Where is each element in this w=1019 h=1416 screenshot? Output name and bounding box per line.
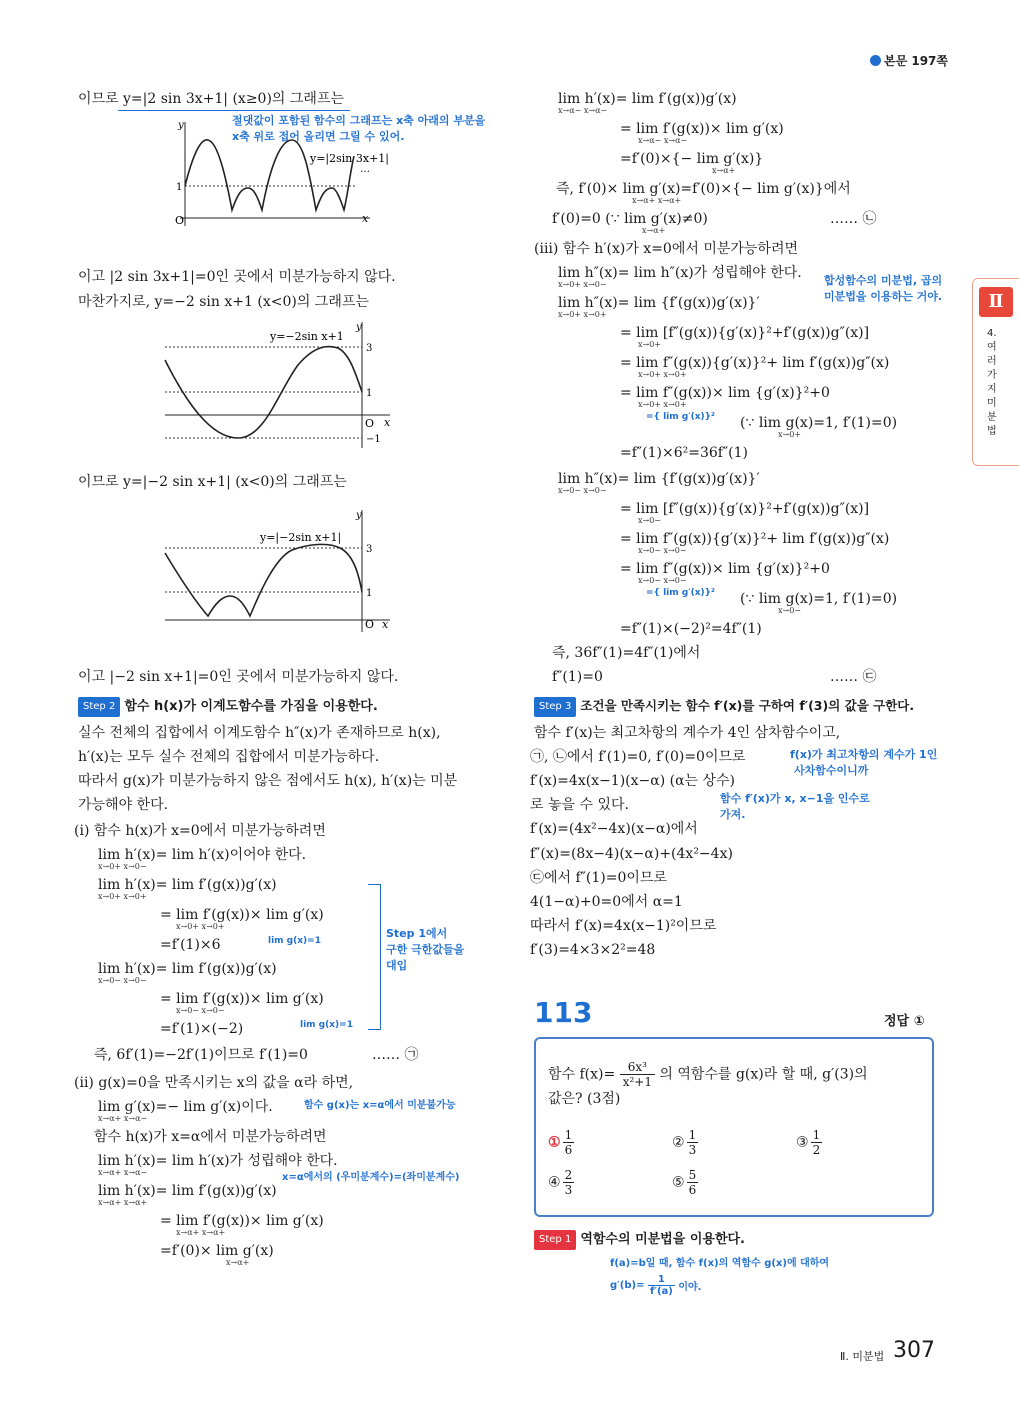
math-line: 따라서 f′(x)=4x(x−1)²이므로 [530,918,717,934]
math-line: = lim f′(g(x))× lim g′(x) [160,991,324,1007]
math-line: lim h″(x)= lim {f′(g(x))g′(x)}′ [558,295,760,311]
curve-label: y=|2sin 3x+1| [310,152,390,165]
annotation: ={ lim g′(x)}² [646,588,715,598]
math-line: = lim f″(g(x))× lim {g′(x)}²+0 [620,385,830,401]
fraction: $\frac{1}{f'(a)}$ [649,1274,673,1297]
numerator: 5 [688,1168,697,1182]
graph-abs-2sin3x [160,118,390,228]
math-line: lim h′(x)= lim h′(x)이어야 한다. [98,847,307,863]
step1-badge: Step 1 [534,1230,576,1250]
limit-subscript: x→α− x→α− [558,106,608,115]
math-line: = lim f′(g(x))× lim g′(x) [160,1213,324,1229]
underline [118,110,350,111]
text-line: 실수 전체의 집합에서 이계도함수 h″(x)가 존재하므로 h(x), [78,725,441,741]
limit-subscript: x→0− x→0− [638,576,687,585]
equation-marker: …… ㉢ [830,669,877,685]
step2-heading: Step 2 함수 h(x)가 이계도함수를 가짐을 이용한다. [78,697,378,717]
text-line: h′(x)는 모두 실수 전체의 집합에서 미분가능하다. [78,749,380,765]
limit-subscript: x→0+ [638,340,662,349]
math-line: =f″(1)×6²=36f″(1) [620,445,749,461]
numerator: 1 [812,1128,821,1142]
text-line: 함수 f′(x)는 최고차항의 계수가 4인 삼차함수이고, [534,725,841,741]
problem-number: 113 [534,996,593,1029]
math-line: =f′(1)×(−2) [160,1021,244,1037]
choice-5[interactable] [672,1168,698,1197]
annotation: g′(b)= $\frac{1}{f'(a)}$ 이야. [610,1274,702,1297]
bracket [368,884,381,1030]
math-line: f″(x)=(8x−4)(x−α)+(4x²−4x) [530,846,733,862]
limit-subscript: x→0+ x→0+ [638,370,687,379]
math-line: 즉, 36f″(1)=4f″(1)에서 [552,645,701,661]
denominator: 2 [812,1143,821,1157]
text-line: 로 놓을 수 있다. [530,797,629,813]
math-line: f″(1)=0 [552,669,603,685]
choice-2[interactable] [672,1128,698,1157]
limit-subscript: x→0+ x→0+ [98,892,147,901]
annotation: f(a)=b일 때, 함수 f(x)의 역함수 g(x)에 대하여 [610,1258,830,1269]
text-line: 마찬가지로, y=−2 sin x+1 (x<0)의 그래프는 [78,294,369,310]
limit-subscript: x→0+ x→0+ [176,922,225,931]
step3-badge: Step 3 [534,697,576,717]
math-line: = lim f″(g(x)){g′(x)}²+ lim f′(g(x))g″(x) [620,531,890,547]
text-line: 이므로 y=|−2 sin x+1| (x<0)의 그래프는 [78,474,347,490]
math-line: f′(x)=4x(x−1)(x−α) (α는 상수) [530,773,736,789]
axis-x-label: x [382,618,389,631]
question-line: 값은? (3점) [548,1091,621,1107]
tick-minus-1: −1 [366,434,381,445]
tick-1: 1 [366,388,373,399]
math-line: f′(0)=0 (∵ lim g′(x)≠0) [552,211,708,227]
axis-x-label: x [362,212,369,225]
annotation: 가져. [720,808,746,821]
text-line: ㉠, ㉡에서 f′(1)=0, f′(0)=0이므로 [530,749,746,765]
side-tab-roman: Ⅱ [979,287,1013,317]
tick-3: 3 [366,343,373,354]
math-line: = lim f″(g(x)){g′(x)}²+ lim f′(g(x))g″(x) [620,355,890,371]
choice-4[interactable] [548,1168,574,1197]
origin-label: O [365,417,375,430]
step2-badge: Step 2 [78,697,120,717]
denominator: 6 [564,1143,573,1157]
limit-subscript: x→0+ x→0+ [558,310,607,319]
curve-dots: … [360,164,370,175]
math-line: = lim [f″(g(x)){g′(x)}²+f′(g(x))g″(x)] [620,325,870,341]
math-line: ㉢에서 f″(1)=0이므로 [530,870,667,886]
curve-label: y=−2sin x+1 [270,330,344,343]
text-line: 가능해야 한다. [78,797,169,813]
fraction: $\frac{\text{6x³}}{\text{x²+1}}$ [620,1060,655,1089]
annotation: x=α에서의 (우미분계수)=(좌미분계수) [282,1172,460,1183]
math-line: lim h′(x)= lim f′(g(x))g′(x) [98,877,277,893]
math-line: 즉, 6f′(1)=−2f′(1)이므로 f′(1)=0 [94,1047,308,1063]
limit-subscript: x→α+ [642,226,666,235]
denominator: 6 [688,1183,697,1197]
limit-subscript: x→0− [778,606,802,615]
math-line: =f′(1)×6 [160,937,221,953]
axis-y-label: y [356,322,362,333]
bracket-note: Step 1에서 구한 극한값들을 대입 [386,927,465,972]
equation-marker: …… ㉡ [830,211,877,227]
math-line: lim h″(x)= lim h″(x)가 성립해야 한다. [558,265,802,281]
limit-subscript: x→0− x→0− [176,1006,225,1015]
axis-y-label: y [178,120,184,131]
annotation: 함수 f′(x)가 x, x−1을 인수로 [720,792,870,805]
limit-subscript: x→α+ x→α+ [176,1228,226,1237]
math-line: = lim [f″(g(x)){g′(x)}²+f′(g(x))g″(x)] [620,501,870,517]
denominator: 3 [688,1143,697,1157]
circle-arrow-icon [870,55,881,66]
limit-subscript: x→0− [638,516,662,525]
limit-subscript: x→0+ x→0− [98,862,147,871]
annotation: lim g(x)=1 [268,936,321,946]
limit-subscript: x→α+ [226,1258,250,1267]
math-line: 4(1−α)+0=0에서 α=1 [530,894,683,910]
curve-label: y=|−2sin x+1| [260,531,342,544]
choice-fraction [811,1128,823,1157]
limit-subscript: x→α+ x→α+ [632,196,682,205]
denominator: 3 [564,1183,573,1197]
math-line: = lim f′(g(x))× lim g′(x) [620,121,784,137]
choice-1[interactable] [548,1128,574,1157]
tick-3: 3 [366,544,373,555]
limit-subscript: x→α+ x→α+ [98,1198,148,1207]
graph-minus2sinx [160,320,400,450]
math-line: lim h′(x)= lim f′(g(x))g′(x) [558,91,737,107]
math-line: 즉, f′(0)× lim g′(x)=f′(0)×{− lim g′(x)}에서 [556,181,851,197]
annotation: f(x)가 최고차항의 계수가 1인 [790,748,938,761]
limit-subscript: x→α+ x→α− [98,1114,148,1123]
choice-fraction [563,1168,575,1197]
choice-mark: ⑤ [672,1174,685,1191]
axis-x-label: x [384,416,391,429]
side-tab [972,278,1019,466]
side-tab-chapter: 4. 여러 가지 미분법 [987,328,997,437]
text-line: 이므로 y=|2 sin 3x+1| (x≥0)의 그래프는 [78,91,344,107]
annotation: x축 위로 접어 올리면 그릴 수 있어. [232,130,405,143]
annotation: 합성함수의 미분법, 곱의 [824,274,943,287]
limit-subscript: x→0+ x→0+ [638,400,687,409]
math-line: f′(x)=(4x²−4x)(x−α)에서 [530,821,698,837]
graph-abs-minus2sinx [160,508,400,633]
choice-fraction [687,1168,699,1197]
annotation: 절댓값이 포함된 함수의 그래프는 x축 아래의 부분을 [232,114,486,127]
math-line: = lim f″(g(x))× lim {g′(x)}²+0 [620,561,830,577]
tick-1: 1 [176,182,183,193]
limit-subscript: x→0− x→0− [558,486,607,495]
math-line: lim h′(x)= lim f′(g(x))g′(x) [98,961,277,977]
math-line: lim h″(x)= lim {f′(g(x))g′(x)}′ [558,471,760,487]
page-number: 307 [893,1338,935,1363]
text-line: 따라서 g(x)가 미분가능하지 않은 점에서도 h(x), h′(x)는 미분 [78,773,458,789]
choice-mark: ② [672,1134,685,1151]
choice-mark: ③ [796,1134,809,1151]
footer-section: Ⅱ. 미분법 [840,1350,885,1363]
case-ii-heading: (ⅱ) g(x)=0을 만족시키는 x의 값을 α라 하면, [74,1075,354,1091]
numerator: 1 [564,1128,573,1142]
question-line: 함수 f(x)= $\frac{\text{6x³}}{\text{x²+1}}$ 의 역함수를 g(x)라 할 때, g′(3)의 [548,1060,868,1089]
choice-mark: ④ [548,1174,561,1191]
limit-subscript: x→0+ [778,430,802,439]
annotation: lim g(x)=1 [300,1020,353,1030]
text-line: 함수 h(x)가 x=α에서 미분가능하려면 [94,1129,327,1145]
choice-mark: ① [548,1134,561,1151]
math-line: f′(3)=4×3×2²=48 [530,942,656,958]
step1-heading: Step 1 역함수의 미분법을 이용한다. [534,1230,745,1250]
math-line: (∵ lim g(x)=1, f′(1)=0) [740,591,898,607]
math-line: (∵ lim g(x)=1, f′(1)=0) [740,415,898,431]
numerator: 2 [564,1168,573,1182]
math-line: = lim f′(g(x))× lim g′(x) [160,907,324,923]
math-line: lim g′(x)=− lim g′(x)이다. [98,1099,273,1115]
annotation: 사차함수이니까 [794,764,869,777]
limit-subscript: x→α+ x→α− [98,1168,148,1177]
math-line: lim h′(x)= lim f′(g(x))g′(x) [98,1183,277,1199]
axis-y-label: y [356,510,362,521]
limit-subscript: x→α− x→α− [638,136,688,145]
annotation: 미분법을 이용하는 거야. [824,290,943,303]
limit-subscript: x→0− x→0− [638,546,687,555]
choice-3[interactable] [796,1128,822,1157]
limit-subscript: x→0+ x→0− [558,280,607,289]
math-line: =f′(0)×{− lim g′(x)} [620,151,764,167]
math-line: =f′(0)× lim g′(x) [160,1243,274,1259]
step3-heading: Step 3 조건을 만족시키는 함수 f′(x)를 구하여 f′(3)의 값을 구한다. [534,697,914,717]
choice-fraction [687,1128,699,1157]
limit-subscript: x→α+ [712,166,736,175]
page-ref: 본문 197쪽 [870,52,948,69]
origin-label: O [365,618,375,631]
equation-marker: …… ㉠ [372,1047,419,1063]
origin-label: O [175,214,185,227]
annotation: 함수 g(x)는 x=α에서 미분불가능 [304,1100,456,1111]
numerator: 1 [688,1128,697,1142]
choice-fraction [563,1128,575,1157]
math-line: lim h′(x)= lim h′(x)가 성립해야 한다. [98,1153,338,1169]
case-iii-heading: (ⅲ) 함수 h′(x)가 x=0에서 미분가능하려면 [534,241,798,257]
math-line: =f″(1)×(−2)²=4f″(1) [620,621,762,637]
case-i-heading: (ⅰ) 함수 h(x)가 x=0에서 미분가능하려면 [74,823,326,839]
text-line: 이고 |−2 sin x+1|=0인 곳에서 미분가능하지 않다. [78,669,399,685]
tick-1: 1 [366,588,373,599]
text-line: 이고 |2 sin 3x+1|=0인 곳에서 미분가능하지 않다. [78,269,396,285]
answer-label: 정답 ① [884,1014,925,1029]
annotation: ={ lim g′(x)}² [646,412,715,422]
limit-subscript: x→0− x→0− [98,976,147,985]
